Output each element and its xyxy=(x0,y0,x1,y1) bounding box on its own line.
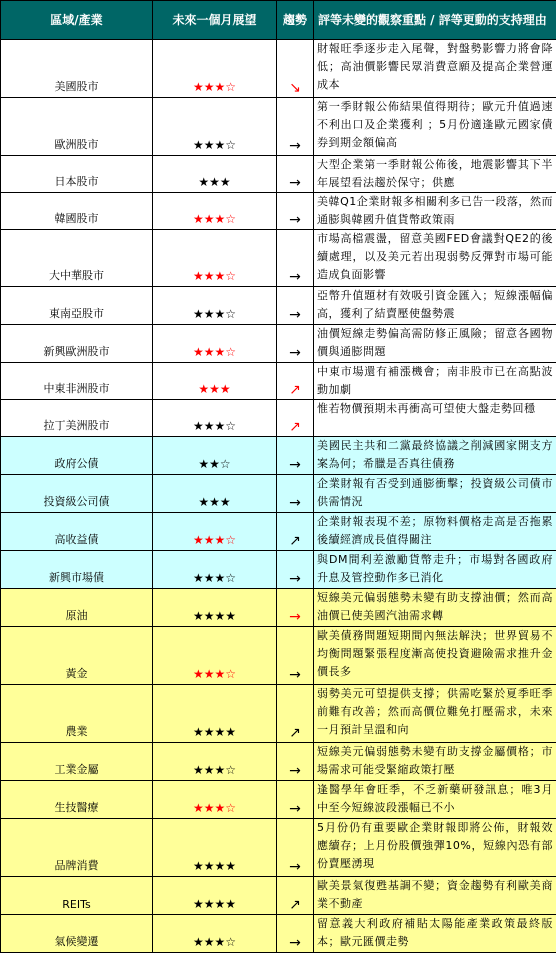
star-rating: ★★★★ xyxy=(153,685,277,743)
header-region: 區域/產業 xyxy=(1,1,153,40)
star-rating: ★★★ xyxy=(153,363,277,400)
reason-text: 歐美景氣復甦基調不變；資金趨勢有利歐美商業不動產 xyxy=(314,877,556,915)
trend-arrow-icon: → xyxy=(277,193,314,230)
table-row xyxy=(1,551,556,589)
trend-arrow-icon: ↗ xyxy=(277,877,314,915)
star-rating: ★★★ xyxy=(153,475,277,513)
star-rating: ★★★☆ xyxy=(153,781,277,819)
star-rating: ★★★ xyxy=(153,156,277,193)
region-name: 美國股市 xyxy=(1,40,153,98)
star-rating: ★★★☆ xyxy=(153,230,277,287)
table-row xyxy=(1,437,556,475)
reason-text: 惟若物價預期未再衝高可望使大盤走勢回穩 xyxy=(314,400,556,437)
reason-text: 美國民主共和二黨最終協議之削減國家開支方案為何；希臘是否真往債務 xyxy=(314,437,556,475)
trend-arrow-icon: ↗ xyxy=(277,685,314,743)
table-row xyxy=(1,287,556,325)
region-name: 品牌消費 xyxy=(1,819,153,877)
table-row xyxy=(1,627,556,685)
reason-text: 美韓Q1企業財報多相關利多已告一段落，然而通膨與韓國升值貨幣政策雨 xyxy=(314,193,556,230)
reason-text: 5月份仍有重要歐企業財報即將公佈，財報效應續存；上月份股價強彈10%，短線內恐有部份賣壓湧現 xyxy=(314,819,556,877)
region-name: 大中華股市 xyxy=(1,230,153,287)
star-rating: ★★★☆ xyxy=(153,40,277,98)
region-name: 投資級公司債 xyxy=(1,475,153,513)
trend-arrow-icon: → xyxy=(277,156,314,193)
table-body xyxy=(1,40,556,953)
reason-text: 短線美元偏弱態勢未變有助支撐油價；然而高油價已使美國汽油需求轉 xyxy=(314,589,556,627)
region-name: 原油 xyxy=(1,589,153,627)
reason-text: 大型企業第一季財報公佈後，地震影響其下半年展望看法趨於保守；供應 xyxy=(314,156,556,193)
reason-text: 中東市場還有補漲機會；南非股市已在高點波動加劇 xyxy=(314,363,556,400)
star-rating: ★★★★ xyxy=(153,877,277,915)
reason-text: 留意義大利政府補貼太陽能產業政策最終版本；歐元匯價走勢 xyxy=(314,915,556,953)
reason-text: 財報旺季逐步走入尾聲，對盤勢影響力將會降低；高油價影響民眾消費意願及提高企業營運成本 xyxy=(314,40,556,98)
table-row xyxy=(1,400,556,437)
star-rating: ★★★☆ xyxy=(153,325,277,363)
region-name: 拉丁美洲股市 xyxy=(1,400,153,437)
reason-text: 第一季財報公佈結果值得期待；歐元升值過速不利出口及企業獲利 ；5月份適逢歐元國家債券到期金額偏高 xyxy=(314,98,556,156)
region-name: 工業金屬 xyxy=(1,743,153,781)
star-rating: ★★★☆ xyxy=(153,551,277,589)
table-row xyxy=(1,363,556,400)
region-name: 高收益債 xyxy=(1,513,153,551)
header-reason: 評等未變的觀察重點 / 評等更動的支持理由 xyxy=(314,1,556,40)
reason-text: 油價短線走勢偏高需防修正風險；留意各國物價與通膨問題 xyxy=(314,325,556,363)
trend-arrow-icon: → xyxy=(277,325,314,363)
region-name: 中東非洲股市 xyxy=(1,363,153,400)
table-row xyxy=(1,193,556,230)
region-name: 氣候變遷 xyxy=(1,915,153,953)
star-rating: ★★★★ xyxy=(153,589,277,627)
star-rating: ★★☆ xyxy=(153,437,277,475)
table-row xyxy=(1,513,556,551)
star-rating: ★★★☆ xyxy=(153,287,277,325)
table-row xyxy=(1,589,556,627)
table-row xyxy=(1,230,556,287)
trend-arrow-icon: → xyxy=(277,781,314,819)
reason-text: 逢醫學年會旺季，不乏新藥研發訊息；唯3月中至今短線波段漲幅已不小 xyxy=(314,781,556,819)
reason-text: 弱勢美元可望提供支撐；供需吃緊於夏季旺季前難有改善；然而高價位難免打壓需求，未來一月預計呈溫和向 xyxy=(314,685,556,743)
region-name: 農業 xyxy=(1,685,153,743)
table-row xyxy=(1,915,556,953)
star-rating: ★★★☆ xyxy=(153,193,277,230)
region-name: 日本股市 xyxy=(1,156,153,193)
region-name: 歐洲股市 xyxy=(1,98,153,156)
header-trend: 趨勢 xyxy=(277,1,314,40)
trend-arrow-icon: ↗ xyxy=(277,363,314,400)
header-outlook: 未來一個月展望 xyxy=(153,1,277,40)
trend-arrow-icon: → xyxy=(277,589,314,627)
table-row xyxy=(1,156,556,193)
star-rating: ★★★★ xyxy=(153,819,277,877)
reason-text: 企業財報有否受到通膨衝擊；投資級公司債市供需情況 xyxy=(314,475,556,513)
star-rating: ★★★☆ xyxy=(153,400,277,437)
region-name: REITs xyxy=(1,877,153,915)
trend-arrow-icon: → xyxy=(277,437,314,475)
region-name: 東南亞股市 xyxy=(1,287,153,325)
star-rating: ★★★☆ xyxy=(153,98,277,156)
trend-arrow-icon: → xyxy=(277,627,314,685)
trend-arrow-icon: → xyxy=(277,475,314,513)
region-name: 黃金 xyxy=(1,627,153,685)
trend-arrow-icon: → xyxy=(277,287,314,325)
trend-arrow-icon: → xyxy=(277,98,314,156)
trend-arrow-icon: ↗ xyxy=(277,513,314,551)
trend-arrow-icon: → xyxy=(277,743,314,781)
table-row xyxy=(1,475,556,513)
table-row xyxy=(1,743,556,781)
trend-arrow-icon: → xyxy=(277,551,314,589)
star-rating: ★★★☆ xyxy=(153,513,277,551)
table-row xyxy=(1,819,556,877)
region-name: 生技醫療 xyxy=(1,781,153,819)
region-name: 新興歐洲股市 xyxy=(1,325,153,363)
reason-text: 與DM間利差激勵貨幣走升；市場對各國政府升息及管控動作多已消化 xyxy=(314,551,556,589)
trend-arrow-icon: → xyxy=(277,230,314,287)
reason-text: 企業財報表現不差；原物料價格走高是否拖累後續經濟成長值得關注 xyxy=(314,513,556,551)
reason-text: 市場高檔震盪，留意美國FED會議對QE2的後續處理，以及美元若出現弱勢反彈對市場可能造成負面影響 xyxy=(314,230,556,287)
trend-arrow-icon: → xyxy=(277,915,314,953)
reason-text: 短線美元偏弱態勢未變有助支撐金屬價格；市場需求可能受緊縮政策打壓 xyxy=(314,743,556,781)
table-row xyxy=(1,98,556,156)
region-name: 新興市場債 xyxy=(1,551,153,589)
reason-text: 歐美債務問題短期間內無法解決；世界貿易不均衡問題緊張程度漸高使投資避險需求推升金價長多 xyxy=(314,627,556,685)
region-name: 政府公債 xyxy=(1,437,153,475)
reason-text: 亞幣升值題材有效吸引資金匯入；短線漲幅偏高，獲利了結賣壓使盤勢震 xyxy=(314,287,556,325)
region-name: 韓國股市 xyxy=(1,193,153,230)
star-rating: ★★★☆ xyxy=(153,743,277,781)
table-row xyxy=(1,325,556,363)
trend-arrow-icon: ↗ xyxy=(277,400,314,437)
table-row xyxy=(1,40,556,98)
star-rating: ★★★☆ xyxy=(153,627,277,685)
header-row xyxy=(1,1,556,40)
star-rating: ★★★☆ xyxy=(153,915,277,953)
table-row xyxy=(1,877,556,915)
trend-arrow-icon: ↘ xyxy=(277,40,314,98)
table-row xyxy=(1,781,556,819)
table-row xyxy=(1,685,556,743)
trend-arrow-icon: → xyxy=(277,819,314,877)
